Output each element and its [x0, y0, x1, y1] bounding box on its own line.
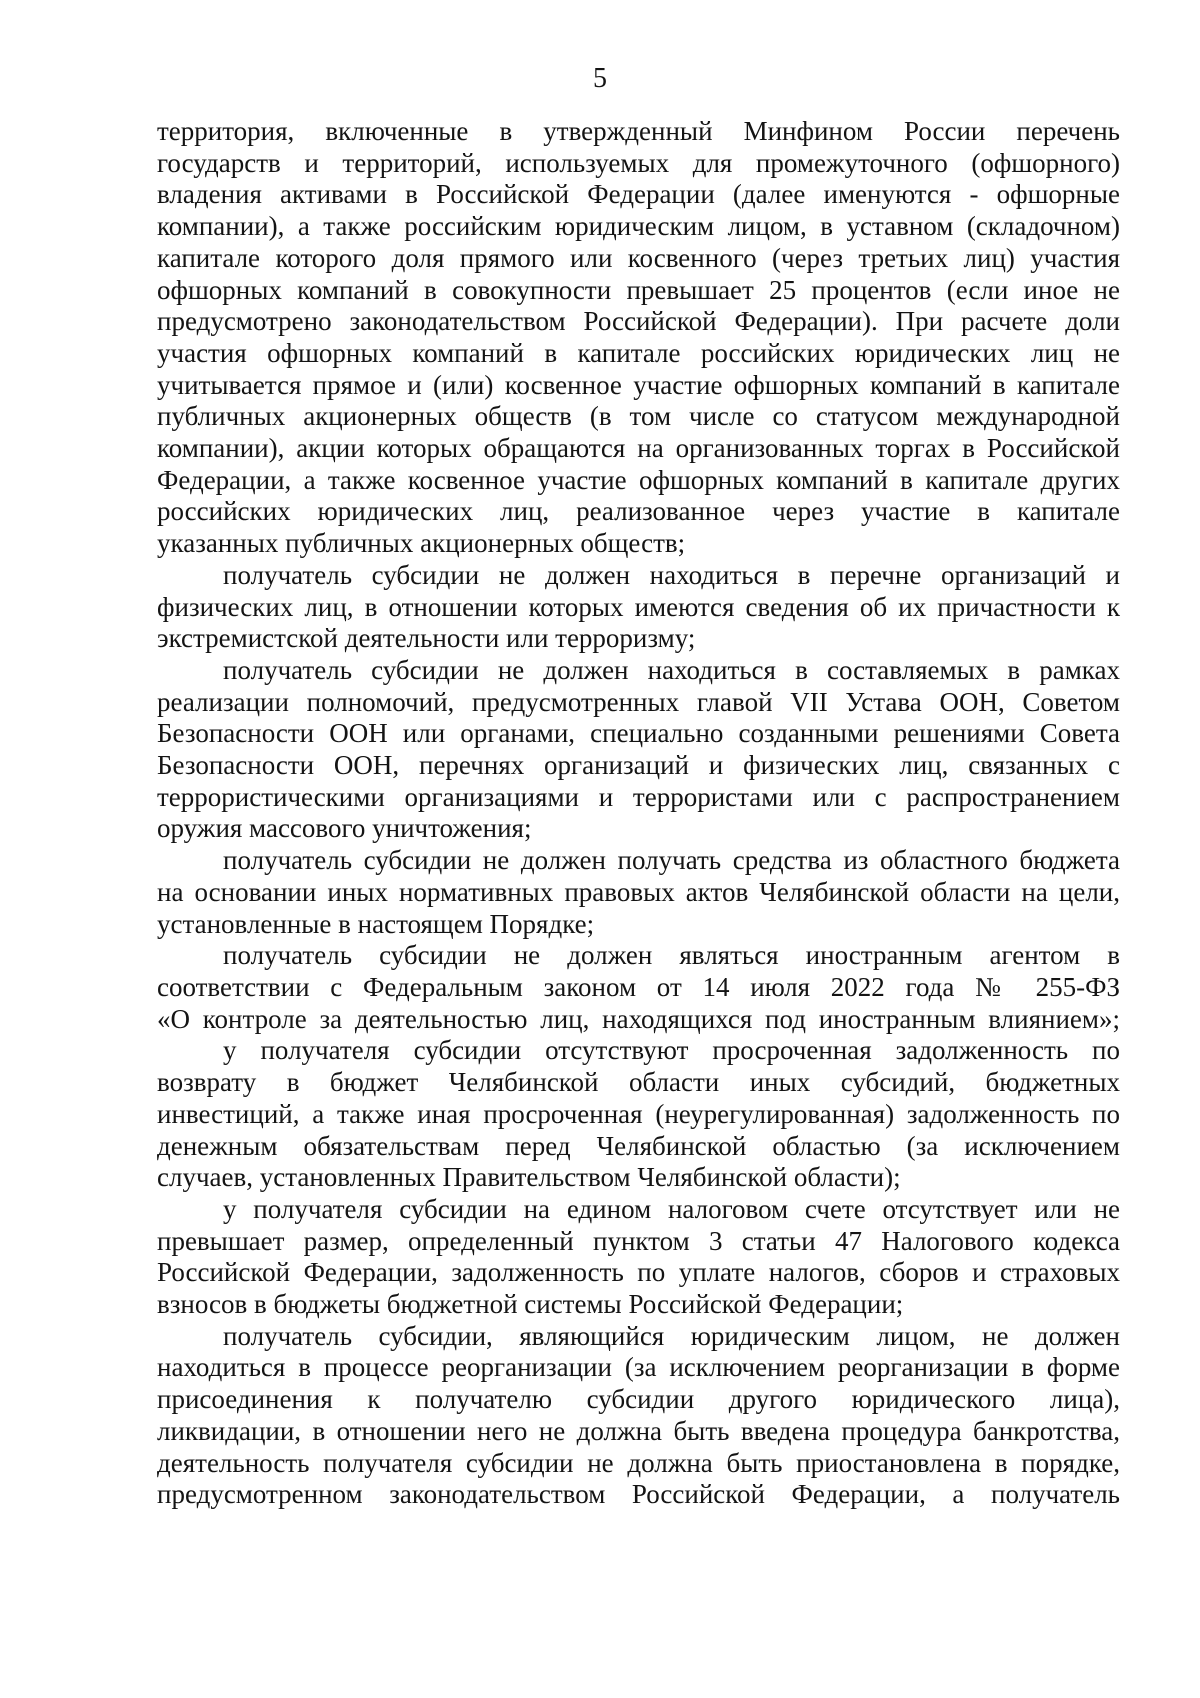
- text-line: компании), а также российским юридическим лицом, в уставном (складочном): [157, 211, 1120, 242]
- text-line: находиться в процессе реорганизации (за исключением реорганизации в форме: [157, 1352, 1120, 1383]
- text-line: у получателя субсидии на едином налоговом счете отсутствует или не: [223, 1193, 1120, 1224]
- text-line: Федерации, а также косвенное участие офшорных компаний в капитале других: [157, 464, 1120, 495]
- document-body: [157, 116, 1120, 1511]
- text-line: государств и территорий, используемых для промежуточного (офшорного): [157, 147, 1120, 178]
- text-line: получатель субсидии, являющийся юридическим лицом, не должен: [223, 1320, 1120, 1351]
- text-line: российских юридических лиц, реализованное через участие в капитале: [157, 496, 1120, 527]
- text-line: присоединения к получателю субсидии другого юридического лица),: [157, 1384, 1120, 1415]
- text-line: реализации полномочий, предусмотренных главой VII Устава ООН, Советом: [157, 686, 1120, 717]
- text-line: денежным обязательствам перед Челябинской областью (за исключением: [157, 1130, 1120, 1161]
- text-line: возврату в бюджет Челябинской области иных субсидий, бюджетных: [157, 1067, 1120, 1098]
- text-line: «О контроле за деятельностью лиц, находящихся под иностранным влиянием»;: [157, 1003, 1120, 1034]
- text-line: Российской Федерации, задолженность по уплате налогов, сборов и страховых: [157, 1257, 1120, 1288]
- text-line: публичных акционерных обществ (в том числе со статусом международной: [157, 401, 1120, 432]
- text-line: учитывается прямое и (или) косвенное участие офшорных компаний в капитале: [157, 369, 1120, 400]
- text-line: указанных публичных акционерных обществ;: [157, 528, 686, 559]
- text-line: предусмотренном законодательством Российской Федерации, а получатель: [157, 1479, 1120, 1510]
- text-line: взносов в бюджеты бюджетной системы Российской Федерации;: [157, 1289, 904, 1320]
- text-line: деятельность получателя субсидии не должна быть приостановлена в порядке,: [157, 1447, 1120, 1478]
- text-line: оружия массового уничтожения;: [157, 813, 532, 844]
- text-line: получатель субсидии не должен являться иностранным агентом в: [223, 940, 1120, 971]
- text-line: превышает размер, определенный пунктом 3 статьи 47 Налогового кодекса: [157, 1225, 1120, 1256]
- text-line: получатель субсидии не должен находиться в перечне организаций и: [223, 559, 1120, 590]
- text-line: Безопасности ООН, перечнях организаций и физических лиц, связанных с: [157, 750, 1120, 781]
- text-line: компании), акции которых обращаются на организованных торгах в Российской: [157, 433, 1120, 464]
- text-line: инвестиций, а также иная просроченная (неурегулированная) задолженность по: [157, 1098, 1120, 1129]
- text-line: экстремистской деятельности или терроризму;: [157, 623, 696, 654]
- text-line: террористическими организациями и террористами или с распространением: [157, 781, 1120, 812]
- text-line: у получателя субсидии отсутствуют просроченная задолженность по: [223, 1035, 1120, 1066]
- text-line: Безопасности ООН или органами, специально созданными решениями Совета: [157, 718, 1120, 749]
- text-line: офшорных компаний в совокупности превышает 25 процентов (если иное не: [157, 274, 1120, 305]
- text-line: предусмотрено законодательством Российской Федерации). При расчете доли: [157, 306, 1120, 337]
- text-line: установленные в настоящем Порядке;: [157, 908, 595, 939]
- text-line: ликвидации, в отношении него не должна быть введена процедура банкротства,: [157, 1415, 1120, 1446]
- text-line: владения активами в Российской Федерации (далее именуются - офшорные: [157, 179, 1120, 210]
- text-line: на основании иных нормативных правовых актов Челябинской области на цели,: [157, 876, 1120, 907]
- text-line: случаев, установленных Правительством Челябинской области);: [157, 1162, 901, 1193]
- text-line: физических лиц, в отношении которых имеются сведения об их причастности к: [157, 591, 1120, 622]
- text-line: получатель субсидии не должен получать средства из областного бюджета: [223, 845, 1120, 876]
- text-line: получатель субсидии не должен находиться в составляемых в рамках: [223, 654, 1120, 685]
- text-line: соответствии с Федеральным законом от 14 июля 2022 года № 255-ФЗ: [157, 971, 1120, 1002]
- page-number: 5: [593, 63, 607, 94]
- text-line: участия офшорных компаний в капитале российских юридических лиц не: [157, 337, 1120, 368]
- text-line: капитале которого доля прямого или косвенного (через третьих лиц) участия: [157, 242, 1120, 273]
- text-line: территория, включенные в утвержденный Минфином России перечень: [157, 116, 1120, 146]
